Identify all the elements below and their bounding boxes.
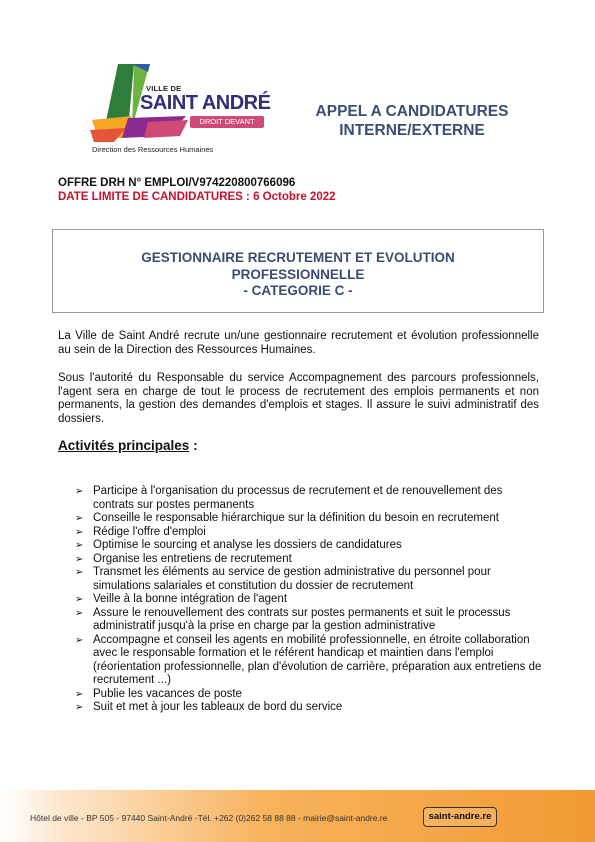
arrow-bullet-icon: ➢ <box>75 567 84 578</box>
application-deadline: DATE LIMITE DE CANDIDATURES : 6 Octobre 2022 <box>58 191 336 203</box>
list-item: ➢ Transmet les éléments au service de gestion administrative du personnel pour simulations salariales et constitution du dossier de recrutement <box>75 566 491 592</box>
offer-reference <box>58 176 336 204</box>
arrow-bullet-icon: ➢ <box>75 634 84 646</box>
list-item: ➢ Veille à la bonne intégration de l'agent <box>75 593 288 605</box>
arrow-bullet-icon: ➢ <box>75 540 84 551</box>
list-item: ➢ Rédige l'offre d'emploi <box>75 525 206 538</box>
logo-ville-de: VILLE DE <box>146 84 182 93</box>
arrow-bullet-icon: ➢ <box>75 702 84 713</box>
arrow-bullet-icon: ➢ <box>75 553 84 565</box>
list-item: ➢ Publie les vacances de poste <box>75 687 242 700</box>
job-category: - CATEGORIE C - <box>243 283 353 298</box>
website-link[interactable]: saint-andre.re <box>423 807 497 827</box>
list-item: ➢ Accompagne et conseil les agents en mobilité professionnelle, en étroite collaboration avec le responsable formation et le référent handicap et maintien dans l'emploi (réorientation professionnelle, plan d'évolution de carrière, préparation aux entretiens de recrutement ...) <box>75 633 542 686</box>
list-item: ➢ Organise les entretiens de recrutement <box>75 552 292 565</box>
arrow-bullet-icon: ➢ <box>75 688 84 700</box>
list-item: ➢ Suit et met à jour les tableaux de bord du service <box>75 701 343 713</box>
job-title-box <box>52 229 544 313</box>
arrow-bullet-icon: ➢ <box>75 513 84 524</box>
arrow-bullet-icon: ➢ <box>75 486 84 497</box>
document-heading <box>282 102 542 140</box>
list-item: ➢ Conseille le responsable hiérarchique sur la définition du besoin en recrutement <box>75 512 499 524</box>
activities-heading-text: Activités principales <box>58 438 190 453</box>
heading-line-1: APPEL A CANDIDATURES <box>315 103 509 120</box>
list-item: ➢ Optimise le sourcing et analyse les dossiers de candidatures <box>75 539 402 551</box>
arrow-bullet-icon: ➢ <box>75 594 84 605</box>
arrow-bullet-icon: ➢ <box>75 607 84 619</box>
list-item: ➢ Participe à l'organisation du processus de recrutement et de renouvellement des contrats sur postes permanents <box>75 485 503 511</box>
arrow-bullet-icon: ➢ <box>75 526 84 538</box>
logo-department: Direction des Ressources Humaines <box>92 145 214 154</box>
job-title-line-1: GESTIONNAIRE RECRUTEMENT ET EVOLUTION <box>141 250 455 265</box>
list-item: ➢ Assure le renouvellement des contrats sur postes permanents et suit le processus administratif jusqu'à la prise en charge par la gestion administrative <box>75 606 511 632</box>
offer-number: OFFRE DRH N° EMPLOI/V974220800766096 <box>58 177 296 189</box>
footer-contact: Hôtel de ville - BP 505 - 97440 Saint-André -Tél. +262 (0)262 58 88 88 - mairie@saint-andre.re <box>30 813 388 823</box>
logo-city-name: SAINT ANDRÉ <box>140 92 271 114</box>
logo-tagline: DROIT DEVANT <box>190 116 264 128</box>
job-title-line-2: PROFESSIONNELLE <box>231 266 365 282</box>
activities-heading <box>58 438 198 453</box>
city-logo <box>88 58 278 158</box>
activities-list <box>75 485 545 715</box>
context-paragraph: Sous l'autorité du Responsable du service Accompagnement des parcours professionnels, l'agent sera en charge de tout le process de recrutement des emplois permanents et non permanents, la gestion des demandes d'emplois et stages. Il assure le suivi administratif des dossiers. <box>58 372 539 425</box>
heading-line-2: INTERNE/EXTERNE <box>339 122 485 139</box>
intro-paragraph: La Ville de Saint André recrute un/une gestionnaire recrutement et évolution professionnelle au sein de la Direction des Ressources Humaines. <box>58 330 539 356</box>
activities-heading-colon: : <box>189 438 198 453</box>
